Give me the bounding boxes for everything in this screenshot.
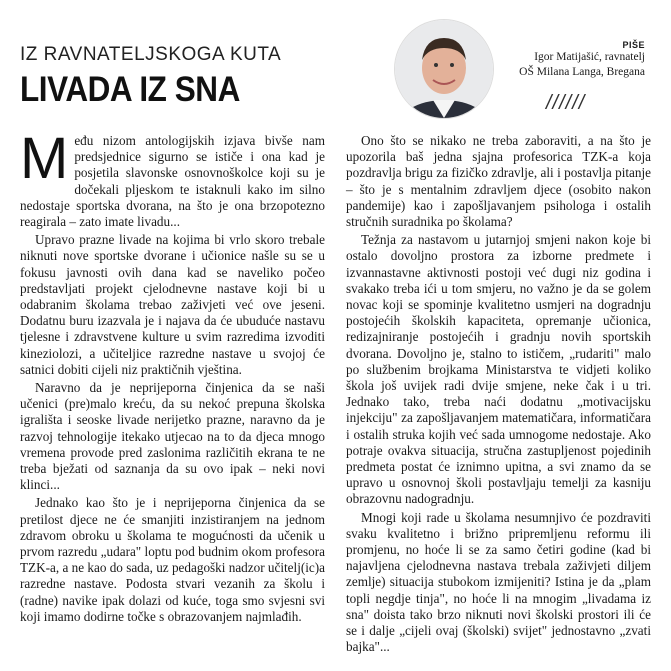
author-photo — [395, 20, 493, 118]
paragraph: Upravo prazne livade na kojima bi vrlo skoro trebale niknuti nove sportske dvorane i učionice našle su se u fokusu javnosti ovih dana kad se naveliko počeo predstavljati projekt cjelodnevne nastave koji bi u odabranim školama trebao zaživjeti već ove jeseni. Dodatnu buru izazvala je i najava da će ubuduće nastavu tjelesne i zdravstvene kulture u svim razredima izvoditi kineziolozi, a učiteljice razredne nastave u svojoj će satnici dobiti cijeli niz praktičnih vještina. — [20, 232, 325, 377]
article-column-right — [346, 133, 651, 658]
author-info — [495, 40, 645, 80]
paragraph: Jednako kao što je i neprijeporna činjenica da se pretilost djece ne će smanjiti inzistiranjem na jednom zdravom obroku u školama te mogućnosti da učenik u prvom razredu „udara" loptu pod budnim okom profesora TZK-a, a ne kao do sada, uz pedagoški nadzor učitelj(ic)a razredne nastave. Podosta stvari vezanih za školu i (radne) navike ipak dolazi od kuće, toga smo svjesni svi koji imamo dodirne točke s obrazovanjem najmlađih. — [20, 495, 326, 624]
author-portrait — [395, 20, 493, 118]
paragraph: Naravno da je neprijeporna činjenica da se naši učenici (pre)malo kreću, da su nekoć prepuna školska igrališta i seoske livade nerijetko prazne, naravno da je razvoj tehnologije itekako utjecao na to da djeca mnogo vremena provode pred zaslonima različitih ekrana te ne treba bježati od saznanja da su ovo ipak – neki novi klinci... — [20, 380, 325, 493]
paragraph: Težnja za nastavom u jutarnjoj smjeni nakon koje bi ostalo dovoljno prostora za izborne predmete i izvannastavne aktivnosti postoji već dugi niz godina i svakako treba ići u tom smjeru, no važno je da se golem novac koji se spominje kvalitetno usmjeri na dogradnju postojećih školskih kapaciteta, opremanje učionica, redizajniranje postojećih i gradnju novih sportskih dvorana. Dovoljno je, stalno to ističem, „rudariti" malo po službenim brojkama Ministarstva te vidjeti koliko škola još uvijek radi dvije smjene, neke čak i u tri. Jednako tako, treba naći dodatnu „motivacijsku injekciju" za zapošljavanjem matematičara, informatičara i ostalih struka kojih već sada umnogome nedostaje. Ako potraje ovakva situacija, stručna zastupljenost pojedinih predmeta postat će iznimno upitna, a svi znamo da se upravo u osnovnoj školi postavljaju temelji za kasniju obrazovnu nadogradnju. — [346, 232, 651, 507]
paragraph: Mnogi koji rade u školama nesumnjivo će pozdraviti svaku kvalitetno i brižno pripremljenu reformu ili promjenu, no hoće li se za samo četiri godine (kad bi najavljena cjelodnevna nastava trebala zaživjeti diljem zemlje) situacija stubokom izmijeniti? Istina je da „plam topli negdje tinja", no hoće li na mnogim „livadama iz sna" doista tako brzo niknuti novi školski prostori ili će se i dalje „cijeli ovaj (školski) svijet" jednostavno „zvati bajka"... — [346, 509, 651, 655]
decorative-slashes: ////// — [546, 92, 586, 114]
paragraph: Ono što se nikako ne treba zaboraviti, a na što je upozorila baš jedna sjajna profesorica TZK-a koja pozdravlja brigu za fizičko zdravlje, ali i postavlja pitanje – što je s mentalnim zdravljem djece (osobito nakon pandemije) kao i zapošljavanjem psihologa i ostalih stručnih suradnika po školama? — [346, 133, 651, 230]
section-kicker: IZ RAVNATELJSKOGA KUTA — [20, 44, 282, 65]
author-school: OŠ Milana Langa, Bregana — [519, 66, 645, 78]
article-headline: LIVADA IZ SNA — [20, 70, 240, 109]
drop-cap: M — [20, 126, 69, 191]
article-column-left — [20, 126, 326, 627]
paragraph: Među nizom antologijskih izjava bivše nam predsjednice sigurno se ističe i ona kad je posjetila slavonske osnovnoškolce koji su je dočekali pljeskom te istaknuli kako im silno nedostaje sportska dvorana, na što je ona brzopotezno reagirala – zato imate livadu... — [20, 126, 325, 230]
author-name: Igor Matijašić, ravnatelj — [534, 51, 645, 63]
author-role-label: PIŠE — [622, 40, 645, 50]
